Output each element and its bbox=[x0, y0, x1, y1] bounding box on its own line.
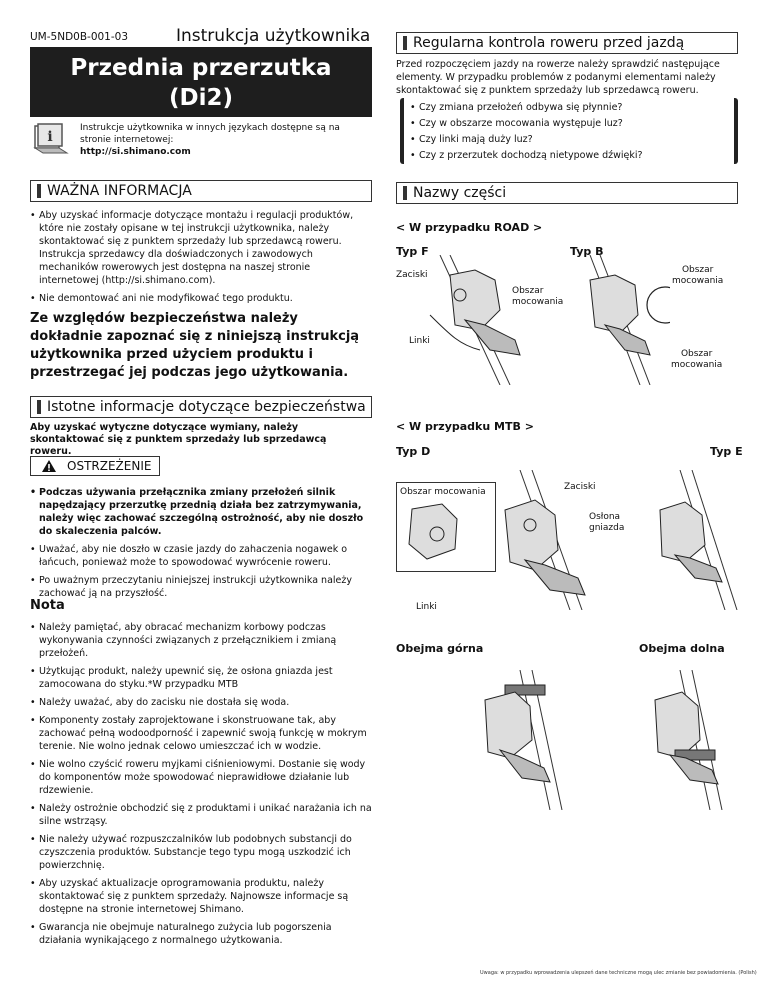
obszar-line2: mocowania bbox=[671, 360, 723, 370]
parts-heading: Nazwy części bbox=[396, 182, 738, 204]
warning-label: OSTRZEŻENIE bbox=[67, 459, 152, 473]
clamp-illustration bbox=[430, 670, 730, 810]
warning-item: • Uważać, aby nie doszło w czasie jazdy do zahaczenia nogawek o łańcuch, ponieważ może to spowodować wywrócenie roweru. bbox=[30, 543, 370, 569]
document-id: UM-5ND0B-001-03 bbox=[30, 31, 129, 43]
upper-clamp-derailleur bbox=[485, 685, 550, 782]
oslona-line1: Osłona bbox=[589, 512, 621, 522]
check-item: • Czy linki mają duży luz? bbox=[410, 133, 734, 146]
check-item: • Czy zmiana przełożeń odbywa się płynnie? bbox=[410, 101, 734, 114]
nota-item: • Należy uważać, aby do zacisku nie dostała się woda. bbox=[30, 696, 372, 709]
nota-list bbox=[30, 621, 372, 952]
important-heading: WAŻNA INFORMACJA bbox=[30, 180, 372, 202]
obszar-label-b-bottom bbox=[671, 349, 722, 371]
obszar-line2: mocowania bbox=[672, 276, 724, 286]
important-item: • Aby uzyskać informacje dotyczące montażu i regulacji produktów, które nie zostały opisane w tej instrukcji użytkownika, należy skontaktować się z punktem sprzedaży lub sprzedawcą roweru. Instrukcja sprzedawcy dla doświadczonych i zawodowych mechaników rowerowych jest dostępna na naszej stronie internetowej (http://si.shimano.com). bbox=[30, 209, 370, 287]
info-box bbox=[30, 117, 372, 165]
nota-item: • Komponenty zostały zaprojektowane i skonstruowane tak, aby zachować pełną wodoodporność i zapewnić swoją funkcję w mokrym terenie. Nie wolno jednak celowo umieszczać ich w wodzie. bbox=[30, 714, 372, 753]
info-text-line1: Instrukcje użytkownika w innych językach dostępne są na bbox=[80, 123, 340, 133]
info-text bbox=[80, 122, 370, 158]
warning-item: • Po uważnym przeczytaniu niniejszej instrukcji użytkownika należy zachować ją na przyszłość. bbox=[30, 574, 370, 600]
info-url-link[interactable]: http://si.shimano.com bbox=[80, 147, 191, 157]
mtb-heading: < W przypadku MTB > bbox=[396, 420, 534, 433]
document-type: Instrukcja użytkownika bbox=[176, 26, 371, 46]
road-heading: < W przypadku ROAD > bbox=[396, 221, 543, 234]
warning-list bbox=[30, 486, 370, 605]
info-book-icon bbox=[33, 123, 69, 155]
type-d-label: Typ D bbox=[396, 445, 431, 458]
type-b-derailleur bbox=[590, 275, 670, 355]
type-e-derailleur bbox=[660, 502, 722, 582]
safety-heading: Istotne informacje dotyczące bezpieczeństwa bbox=[30, 396, 372, 418]
type-b-label: Typ B bbox=[570, 245, 604, 258]
road-derailleur-illustration bbox=[420, 255, 670, 385]
safety-notice: Ze względów bezpieczeństwa należy dokładnie zapoznać się z niniejszą instrukcją użytkownika przed użyciem produktu i przestrzegać jej podczas jego użytkowania. bbox=[30, 311, 360, 380]
check-item: • Czy w obszarze mocowania występuje luz? bbox=[410, 117, 734, 130]
svg-text:i: i bbox=[47, 129, 53, 145]
warning-triangle-icon bbox=[41, 459, 57, 473]
zaciski-label: Zaciski bbox=[396, 270, 428, 280]
type-f-label: Typ F bbox=[396, 245, 429, 258]
type-e-label: Typ E bbox=[710, 445, 743, 458]
check-intro: Przed rozpoczęciem jazdy na rowerze należy sprawdzić następujące elementy. W przypadku problemów z podanymi elementami należy skontaktować się z punktem sprzedaży lub sprzedawcą roweru. bbox=[396, 59, 720, 96]
warning-label-box bbox=[30, 456, 160, 476]
obszar-mtb-label: Obszar mocowania bbox=[400, 487, 486, 497]
obszar-line1: Obszar bbox=[681, 265, 714, 275]
nota-item: • Należy ostrożnie obchodzić się z produktami i unikać narażania ich na silne wstrząsy. bbox=[30, 802, 372, 828]
nota-item: • Gwarancja nie obejmuje naturalnego zużycia lub pogorszenia działania wynikającego z normalnego użytkowania. bbox=[30, 921, 372, 947]
nota-item: • Aby uzyskać aktualizacje oprogramowania produktu, należy skontaktować się z punktem sprzedaży. Najnowsze informacje są dostępne na stronie internetowej Shimano. bbox=[30, 877, 372, 916]
check-heading: Regularna kontrola roweru przed jazdą bbox=[396, 32, 738, 54]
linki-label-road: Linki bbox=[409, 336, 430, 346]
lower-clamp-derailleur bbox=[655, 692, 718, 784]
title-line-1: Przednia przerzutka bbox=[70, 55, 332, 81]
obejma-gorna-label: Obejma górna bbox=[396, 642, 484, 655]
important-item: • Nie demontować ani nie modyfikować tego produktu. bbox=[30, 292, 370, 305]
title-line-2: (Di2) bbox=[168, 85, 233, 111]
nota-item: • Nie należy używać rozpuszczalników lub podobnych substancji do czyszczenia produktów. Substancje tego typu mogą uszkodzić ich powierzchnię. bbox=[30, 833, 372, 872]
nota-item: • Użytkując produkt, należy upewnić się, że osłona gniazda jest zamocowana do styku.*W przypadku MTB bbox=[30, 665, 372, 691]
important-list bbox=[30, 209, 370, 310]
obszar-label-b-top bbox=[672, 265, 723, 287]
nota-heading: Nota bbox=[30, 598, 65, 613]
nota-item: • Nie wolno czyścić roweru myjkami ciśnieniowymi. Dostanie się wody do komponentów może spowodować nieprawidłowe działanie lub rdzewienie. bbox=[30, 758, 372, 797]
safety-intro: Aby uzyskać wytyczne dotyczące wymiany, należy skontaktować się z punktem sprzedaży lub sprzedawcą roweru. bbox=[30, 422, 327, 457]
linki-label-mtb: Linki bbox=[416, 602, 437, 612]
check-item: • Czy z przerzutek dochodzą nietypowe dźwięki? bbox=[410, 149, 734, 162]
zaciski-label-mtb: Zaciski bbox=[564, 482, 596, 492]
obejma-dolna-label: Obejma dolna bbox=[639, 642, 725, 655]
obszar-line1: Obszar bbox=[512, 286, 544, 296]
type-f-derailleur bbox=[430, 270, 520, 355]
oslona-line2: gniazda bbox=[589, 523, 625, 533]
warning-item: • Podczas używania przełącznika zmiany przełożeń silnik napędzający przerzutkę przednią działa bez zatrzymywania, należy więc zachować szczególną ostrożność, aby nie doszło do skaleczenia palców. bbox=[30, 486, 370, 538]
page-title bbox=[30, 47, 372, 117]
check-list bbox=[404, 98, 734, 162]
obszar-line2: mocowania bbox=[512, 297, 564, 307]
type-d-derailleur bbox=[505, 500, 585, 595]
obszar-line1: Obszar bbox=[680, 349, 713, 359]
check-box bbox=[400, 98, 738, 164]
footer-note: Uwaga: w przypadku wprowadzenia ulepszeń dane techniczne mogą ulec zmianie bez powiadomienia. (Polish) bbox=[480, 970, 757, 976]
mtb-derailleur-illustration bbox=[480, 470, 740, 610]
info-text-line2: stronie internetowej: bbox=[80, 135, 174, 145]
nota-item: • Należy pamiętać, aby obracać mechanizm korbowy podczas wykonywania czynności związanych z przełącznikiem i zmianą przełożeń. bbox=[30, 621, 372, 660]
